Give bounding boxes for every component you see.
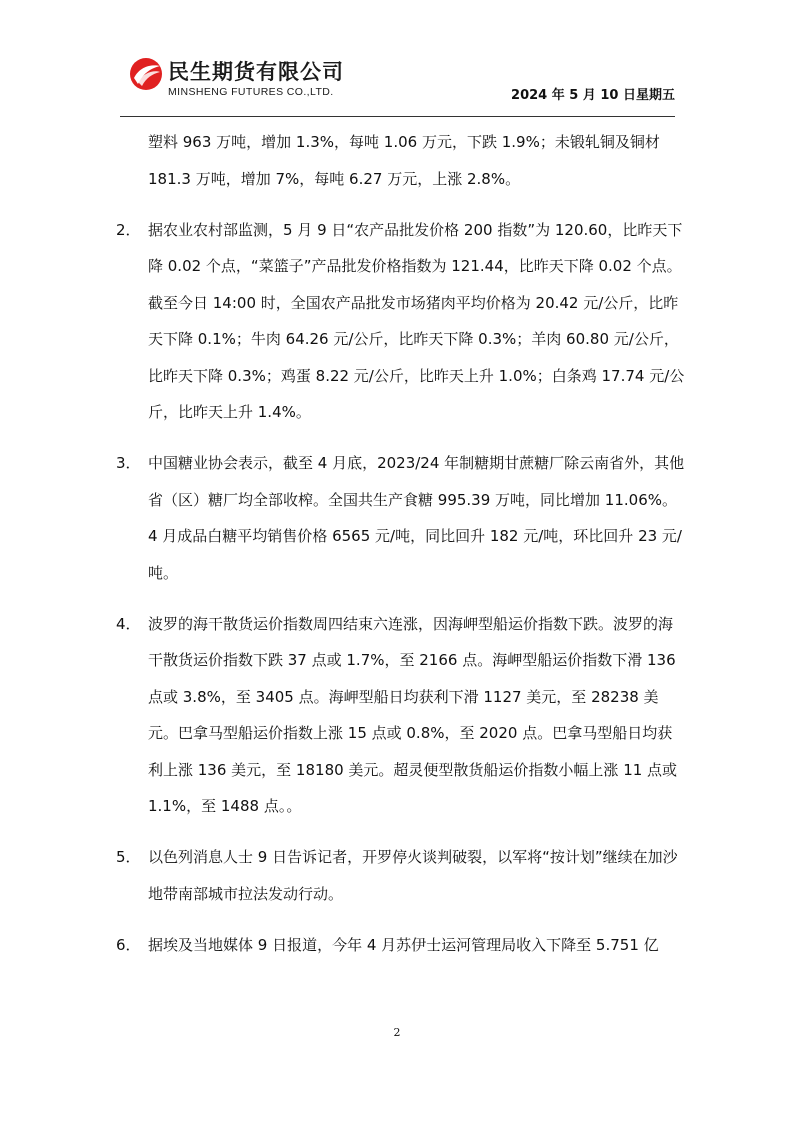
item-text: 据埃及当地媒体 9 日报道，今年 4 月苏伊士运河管理局收入下降至 5.751 亿 <box>148 935 659 954</box>
paragraph-text: 塑料 963 万吨，增加 1.3%，每吨 1.06 万元，下跌 1.9%；未锻轧铜及铜材 181.3 万吨，增加 7%，每吨 6.27 万元，上涨 2.8%。 <box>148 133 660 188</box>
news-item <box>116 927 686 964</box>
item-text: 据农业农村部监测，5 月 9 日“农产品批发价格 200 指数”为 120.60，比昨天下降 0.02 个点，“菜篮子”产品批发价格指数为 121.44，比昨天下降 0.02 个点。截至今日 14:00 时，全国农产品批发市场猪肉平均价格为 20.42 元/公斤，比昨天下降 0.1%；牛肉 64.26 元/公斤，比昨天下降 0.3%；羊肉 60.80 元/公斤，比昨天下降 0.3%；鸡蛋 8.22 元/公斤，比昨天上升 1.0%；白条鸡 17.74 元/公斤，比昨天上升 1.4%。 <box>148 220 685 421</box>
item-text: 波罗的海干散货运价指数周四结束六连涨，因海岬型船运价指数下跌。波罗的海干散货运价指数下跌 37 点或 1.7%，至 2166 点。海岬型船运价指数下滑 136 点或 3.8%，至 3405 点。海岬型船日均获利下滑 1127 美元，至 28238 美元。巴拿马型船运价指数上涨 15 点或 0.8%，至 2020 点。巴拿马型船日均获利上涨 136 美元，至 18180 美元。超灵便型散货船运价指数小幅上涨 11 点或 1.1%，至 1488 点。。 <box>148 614 678 815</box>
item-number: 6． <box>116 935 141 954</box>
item-number: 5． <box>116 848 141 866</box>
news-content <box>116 124 686 978</box>
page-number: 2 <box>393 1026 401 1039</box>
continued-paragraph <box>116 124 686 197</box>
news-item <box>116 445 686 591</box>
news-item <box>116 606 686 825</box>
item-text: 中国糖业协会表示，截至 4 月底，2023/24 年制糖期甘蔗糖厂除云南省外，其他省（区）糖厂均全部收榨。全国共生产食糖 995.39 万吨，同比增加 11.06%。4 月成品白糖平均销售价格 6565 元/吨，同比回升 182 元/吨，环比回升 23 元/吨。 <box>148 454 685 582</box>
item-number: 4． <box>116 614 141 633</box>
page-header <box>120 50 675 120</box>
report-date: 2024 年 5 月 10 日星期五 <box>511 88 675 103</box>
minsheng-logo-icon <box>128 56 164 92</box>
company-name-en: MINSHENG FUTURES CO.,LTD. <box>168 86 334 98</box>
news-item <box>116 212 686 431</box>
item-number: 3． <box>116 454 141 472</box>
header-divider <box>120 116 675 117</box>
company-name-cn: 民生期货有限公司 <box>168 60 344 84</box>
item-number: 2． <box>116 220 141 239</box>
news-item <box>116 839 686 912</box>
item-text: 以色列消息人士 9 日告诉记者，开罗停火谈判破裂，以军将“按计划”继续在加沙地带南部城市拉法发动行动。 <box>148 848 678 903</box>
